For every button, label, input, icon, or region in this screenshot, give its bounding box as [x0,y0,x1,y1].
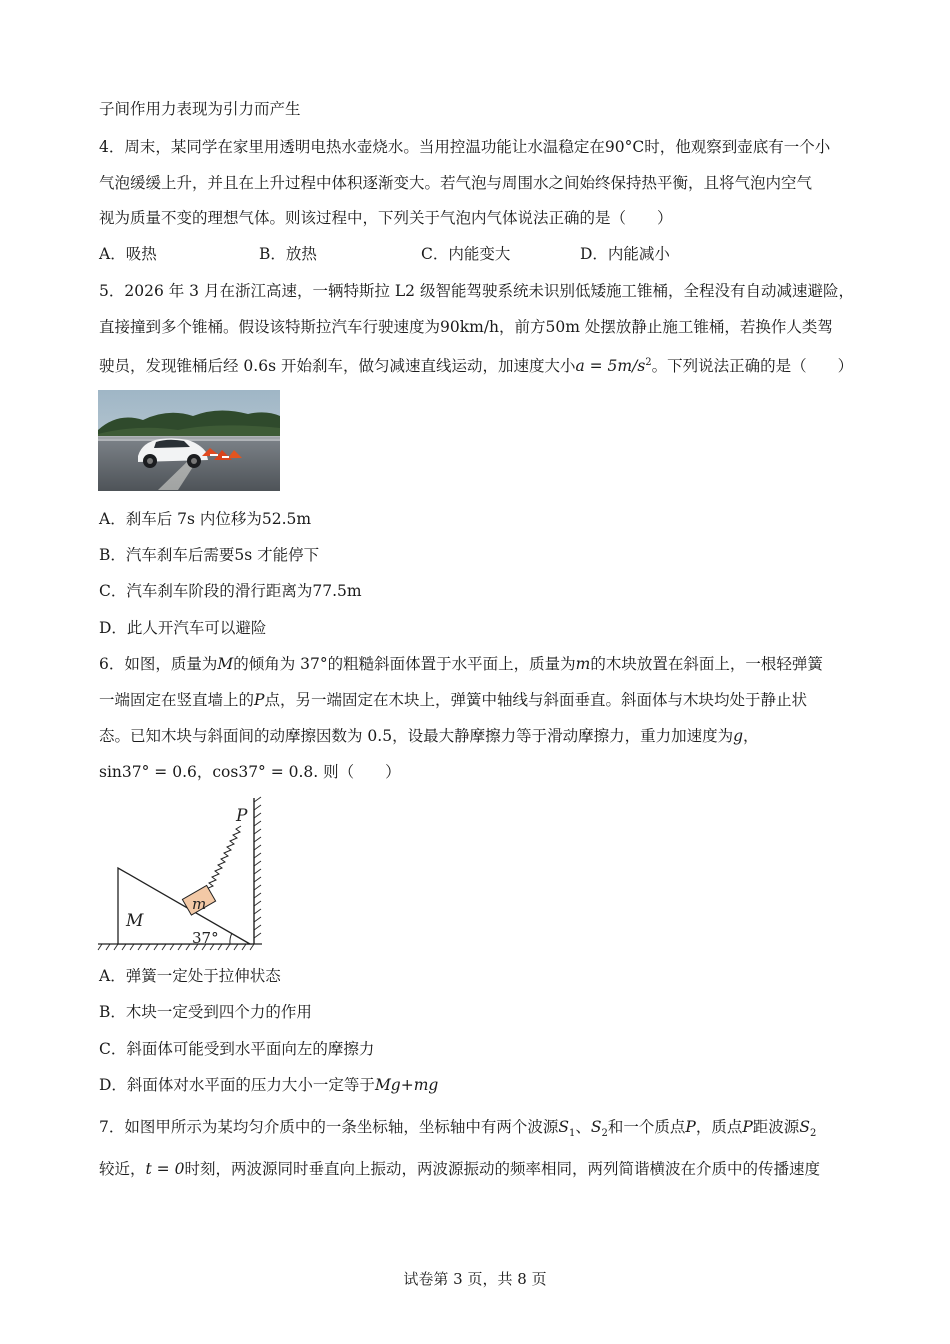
q7-l2-a: 较近， [99,1160,146,1178]
q7-l1-b: 和一个质点 [607,1118,686,1136]
symbol-P-q7a: P [685,1118,696,1136]
question-5-line-1: 5．2026 年 3 月在浙江高速，一辆特斯拉 L2 级智能驾驶系统未识别低矮施工锥桶，全程没有自动减速避险， [99,282,854,300]
symbol-P-q7b: P [742,1118,753,1136]
page-footer: 试卷第 3 页，共 8 页 [403,1270,547,1288]
q6-l1-b: 的倾角为 37°的粗糙斜面体置于水平面上，质量为 [233,655,576,673]
q7-l1-c: ，质点 [695,1118,743,1136]
label-m: m [192,895,207,913]
q4-option-a: A．吸热 [99,245,157,263]
q6-l1-c: 的木块放置在斜面上，一根轻弹簧 [590,655,823,673]
q5-option-c: C．汽车刹车阶段的滑行距离为77.5m [99,582,362,600]
time-expression: t = 0 [145,1160,185,1178]
symbol-S2-b: S [799,1118,810,1136]
q6-l2-a: 一端固定在竖直墙上的 [99,691,255,709]
question-6-line-3 [99,725,759,747]
q5-line3-tail: 。下列说法正确的是（ ） [651,357,854,376]
superscript-2: 2 [645,357,652,368]
question-7-line-1 [99,1116,816,1145]
q6-option-d-text: D．斜面体对水平面的压力大小一定等于 [99,1076,375,1094]
q7-l1-d: 距波源 [752,1118,800,1136]
symbol-P: P [254,691,265,709]
question-4-line-1: 4．周末，某同学在家里用透明电热水壶烧水。当用控温功能让水温稳定在90°C时，他观察到壶底有一个小 [99,138,831,156]
question-6-line-1 [99,653,823,675]
car-crash-photo [98,390,280,491]
incline-diagram-svg [96,792,268,952]
q6-l3-a: 态。已知木块与斜面间的动摩擦因数为 0.5，设最大静摩擦力等于滑动摩擦力，重力加速度为 [99,727,734,745]
acceleration-expression: a = 5m/s [575,357,646,376]
label-M: M [126,911,144,931]
question-4-options [99,243,859,265]
q5-option-b: B．汽车刹车后需要5s 才能停下 [99,546,320,564]
q6-option-a: A．弹簧一定处于拉伸状态 [99,967,281,985]
symbol-m: m [575,655,591,673]
label-P: P [236,806,248,826]
q5-option-d: D．此人开汽车可以避险 [99,619,267,637]
question-6-line-4: sin37° = 0.6，cos37° = 0.8. 则（ ） [99,763,401,781]
question-5-line-3 [99,352,853,377]
q7-l1-dun: 、 [575,1118,591,1136]
sub-2: 2 [601,1128,608,1140]
sub-2-b: 2 [809,1128,817,1140]
symbol-S1: S [558,1118,569,1136]
q6-option-d-expr: Mg+mg [374,1076,439,1094]
q5-option-a: A．刹车后 7s 内位移为52.5m [99,510,312,528]
symbol-M: M [217,655,234,673]
q6-l2-b: 点，另一端固定在木块上，弹簧中轴线与斜面垂直。斜面体与木块均处于静止状 [264,691,807,709]
question-5-line-2: 直接撞到多个锥桶。假设该特斯拉汽车行驶速度为90km/h，前方50m 处摆放静止施工锥桶，若换作人类驾 [99,318,833,336]
q6-option-c: C．斜面体可能受到水平面向左的摩擦力 [99,1040,375,1058]
q6-l3-comma: ， [743,727,759,745]
q4-option-c: C．内能变大 [421,245,511,263]
question-4-line-3: 视为质量不变的理想气体。则该过程中，下列关于气泡内气体说法正确的是（ ） [99,209,673,227]
q4-option-d: D．内能减小 [580,245,670,263]
q6-l1-a: 6．如图，质量为 [99,655,218,673]
incline-diagram [96,792,268,952]
q7-l2-b: 时刻，两波源同时垂直向上振动，两波源振动的频率相同，两列简谐横波在介质中的传播速度 [184,1160,820,1178]
text-line: 子间作用力表现为引力而产生 [99,100,301,118]
question-7-line-2 [99,1158,820,1180]
symbol-S2: S [590,1118,602,1136]
q6-option-d [99,1074,438,1096]
q6-option-b: B．木块一定受到四个力的作用 [99,1003,312,1021]
symbol-g: g [733,727,744,745]
q5-line3-text: 驶员，发现锥桶后经 0.6s 开始刹车，做匀减速直线运动，加速度大小 [99,357,576,376]
sub-1: 1 [569,1128,576,1140]
question-4-line-2: 气泡缓缓上升，并且在上升过程中体积逐渐变大。若气泡与周围水之间始终保持热平衡，且将气泡内空气 [99,174,813,192]
question-6-line-2 [99,689,807,711]
q7-l1-a: 7．如图甲所示为某均匀介质中的一条坐标轴，坐标轴中有两个波源 [99,1118,559,1136]
label-angle: 37° [192,929,219,947]
q4-option-b: B．放热 [259,245,317,263]
car-crash-photo-svg [98,390,280,491]
